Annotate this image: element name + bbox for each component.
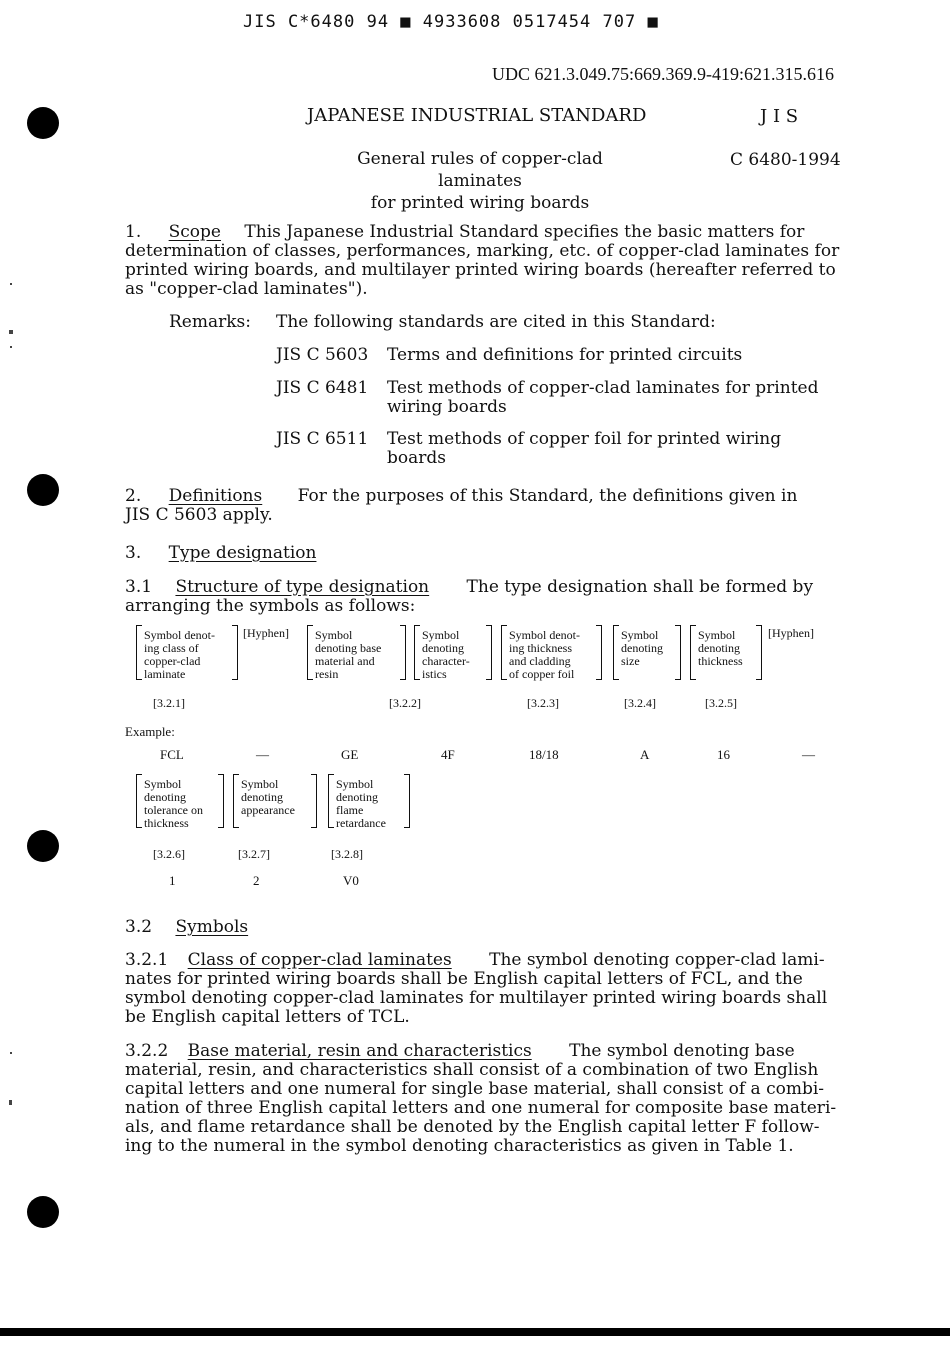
symbol-box-line: flame xyxy=(336,803,364,817)
hyphen-label: [Hyphen] xyxy=(243,626,289,640)
scan-speck xyxy=(9,1100,12,1105)
structure-heading: Structure of type designation xyxy=(175,577,430,597)
remark-ref-title xyxy=(387,379,818,417)
symbol-box-line: thickness xyxy=(698,654,743,668)
section-ref: [3.2.1] xyxy=(153,696,185,710)
scan-speck xyxy=(9,330,13,334)
structure-paragraph xyxy=(125,578,845,616)
example-value: 1 xyxy=(169,873,176,888)
symbol-box-line: Symbol xyxy=(621,628,659,642)
section-ref: [3.2.8] xyxy=(331,847,363,861)
symbol-box-line: denoting xyxy=(241,790,283,804)
base-material-paragraph xyxy=(125,1042,845,1156)
paragraph-line: ing to the numeral in the symbol denoting characteristics as given in Table 1. xyxy=(125,1136,794,1156)
symbol-box-line: material and xyxy=(315,654,375,668)
symbol-box-line: denoting base xyxy=(315,641,382,655)
symbol-box-line: and cladding xyxy=(509,654,571,668)
document-title xyxy=(315,148,645,214)
example-label: Example: xyxy=(125,724,175,739)
symbol-box-flame-retardance xyxy=(328,774,410,828)
paragraph-line: capital letters and one numeral for single base material, shall consist of a combi- xyxy=(125,1079,825,1099)
symbol-box-thickness xyxy=(690,625,762,680)
symbol-box-line: tolerance on xyxy=(144,803,203,817)
symbol-box-line: denoting xyxy=(621,641,663,655)
scope-heading: Scope xyxy=(168,222,221,242)
binder-hole-1 xyxy=(27,107,59,139)
symbol-box-appearance xyxy=(233,774,317,828)
section-ref: [3.2.2] xyxy=(389,696,421,710)
document-title-line-2: for printed wiring boards xyxy=(370,193,590,213)
symbol-box-line: thickness xyxy=(144,816,189,830)
symbol-box-line: resin xyxy=(315,667,339,681)
scan-speck xyxy=(10,346,12,348)
scope-paragraph xyxy=(125,223,845,299)
udc-classification: UDC 621.3.049.75:669.369.9-419:621.315.616 xyxy=(492,64,834,84)
symbol-box-line: laminate xyxy=(144,667,186,681)
remarks-label: Remarks: xyxy=(169,312,251,332)
symbol-box-line: Symbol xyxy=(336,777,374,791)
scan-bottom-bar xyxy=(0,1328,950,1336)
paragraph-line: be English capital letters of TCL. xyxy=(125,1007,410,1027)
symbol-box-line: Symbol xyxy=(698,628,736,642)
example-value: 2 xyxy=(253,873,260,888)
symbol-box-line: denoting xyxy=(698,641,740,655)
symbol-box-line: Symbol xyxy=(422,628,460,642)
section-ref: [3.2.6] xyxy=(153,847,185,861)
symbol-box-line: retardance xyxy=(336,816,386,830)
symbol-box-line: istics xyxy=(422,667,447,681)
symbol-box-line: denoting xyxy=(422,641,464,655)
section-number: 3. xyxy=(125,543,142,563)
example-value: — xyxy=(256,747,269,762)
symbol-box-line: Symbol denot- xyxy=(144,628,215,642)
symbol-box-class xyxy=(136,625,238,680)
example-value: FCL xyxy=(160,747,184,762)
symbol-box-line: denoting xyxy=(336,790,378,804)
remark-ref-code: JIS C 6481 xyxy=(276,378,369,398)
class-paragraph xyxy=(125,951,845,1027)
definitions-line-2: JIS C 5603 apply. xyxy=(125,505,273,525)
remark-ref-code: JIS C 6511 xyxy=(276,429,369,449)
symbol-box-line: Symbol denot- xyxy=(509,628,580,642)
definitions-heading: Definitions xyxy=(168,486,263,506)
paragraph-line: The symbol denoting copper-clad lami- xyxy=(489,950,825,970)
section-number: 3.2 xyxy=(125,917,153,937)
symbol-box-copper-foil xyxy=(501,625,602,680)
paragraph-line: The symbol denoting base xyxy=(569,1041,795,1061)
section-ref: [3.2.7] xyxy=(238,847,270,861)
symbol-box-size xyxy=(613,625,681,680)
section-heading: Symbols xyxy=(175,917,249,937)
section-ref: [3.2.3] xyxy=(527,696,559,710)
symbol-box-line: appearance xyxy=(241,803,295,817)
remarks-intro: The following standards are cited in this Standard: xyxy=(276,312,716,332)
subsection-heading: Class of copper-clad laminates xyxy=(187,950,452,970)
example-value: 18/18 xyxy=(529,747,559,762)
jis-mark: J I S xyxy=(760,106,799,127)
paragraph-line: als, and flame retardance shall be denoted by the English capital letter F follow- xyxy=(125,1117,820,1137)
remark-ref-title-line: boards xyxy=(387,448,446,468)
structure-number: 3.1 xyxy=(125,577,153,597)
section-heading: Type designation xyxy=(168,543,317,563)
structure-line-2: arranging the symbols as follows: xyxy=(125,596,416,616)
symbol-box-characteristics xyxy=(414,625,492,680)
symbol-box-line: ing class of xyxy=(144,641,199,655)
example-value: V0 xyxy=(343,873,359,888)
symbol-box-line: Symbol xyxy=(144,777,182,791)
scope-number: 1. xyxy=(125,222,142,242)
paragraph-line: symbol denoting copper-clad laminates for multilayer printed wiring boards shall xyxy=(125,988,828,1008)
scan-speck xyxy=(10,283,12,285)
example-value: — xyxy=(802,747,815,762)
org-title: JAPANESE INDUSTRIAL STANDARD xyxy=(307,105,647,126)
symbol-box-line: denoting xyxy=(144,790,186,804)
hyphen-label: [Hyphen] xyxy=(768,626,814,640)
scope-line-2: determination of classes, performances, marking, etc. of copper-clad laminates for xyxy=(125,241,840,261)
structure-line-1: The type designation shall be formed by xyxy=(466,577,814,597)
symbol-box-line: of copper foil xyxy=(509,667,575,681)
scope-line-3: printed wiring boards, and multilayer printed wiring boards (hereafter referred to xyxy=(125,260,836,280)
paragraph-line: nates for printed wiring boards shall be English capital letters of FCL, and the xyxy=(125,969,803,989)
symbol-box-tolerance xyxy=(136,774,224,828)
example-value: 4F xyxy=(441,747,455,762)
symbol-box-line: character- xyxy=(422,654,470,668)
paragraph-line: material, resin, and characteristics shall consist of a combination of two English xyxy=(125,1060,819,1080)
subsection-number: 3.2.1 xyxy=(125,950,169,970)
scan-header-code: JIS C*6480 94 ■ 4933608 0517454 707 ■ xyxy=(243,12,659,32)
remark-ref-title-line: Test methods of copper foil for printed wiring xyxy=(387,429,782,449)
example-value: A xyxy=(640,747,650,762)
paragraph-line: nation of three English capital letters and one numeral for composite base materi- xyxy=(125,1098,837,1118)
binder-hole-2 xyxy=(27,474,59,506)
symbols-heading xyxy=(125,918,248,937)
symbol-box-line: size xyxy=(621,654,640,668)
remark-ref-title-line: wiring boards xyxy=(387,397,507,417)
type-designation-heading xyxy=(125,544,316,563)
scan-speck xyxy=(10,1052,12,1054)
definitions-paragraph xyxy=(125,487,845,525)
remark-ref-title: Terms and definitions for printed circuits xyxy=(387,345,743,365)
scope-line-1: This Japanese Industrial Standard specifies the basic matters for xyxy=(244,222,805,242)
example-value: GE xyxy=(341,747,359,762)
symbol-box-line: Symbol xyxy=(315,628,353,642)
binder-hole-4 xyxy=(27,1196,59,1228)
symbol-box-line: ing thickness xyxy=(509,641,572,655)
remark-ref-title xyxy=(387,430,781,468)
definitions-line-1: For the purposes of this Standard, the definitions given in xyxy=(297,486,798,506)
binder-hole-3 xyxy=(27,830,59,862)
scope-line-4: as "copper-clad laminates"). xyxy=(125,279,368,299)
remark-ref-code: JIS C 5603 xyxy=(276,345,369,365)
definitions-number: 2. xyxy=(125,486,142,506)
symbol-box-line: Symbol xyxy=(241,777,279,791)
symbol-box-line: copper-clad xyxy=(144,654,201,668)
section-ref: [3.2.5] xyxy=(705,696,737,710)
subsection-heading: Base material, resin and characteristics xyxy=(187,1041,532,1061)
document-title-line-1: General rules of copper-clad laminates xyxy=(357,149,603,191)
section-ref: [3.2.4] xyxy=(624,696,656,710)
document-number: C 6480-1994 xyxy=(730,150,841,170)
example-value: 16 xyxy=(717,747,730,762)
subsection-number: 3.2.2 xyxy=(125,1041,169,1061)
remark-ref-title-line: Test methods of copper-clad laminates for printed xyxy=(387,378,819,398)
symbol-box-base-material xyxy=(307,625,406,680)
